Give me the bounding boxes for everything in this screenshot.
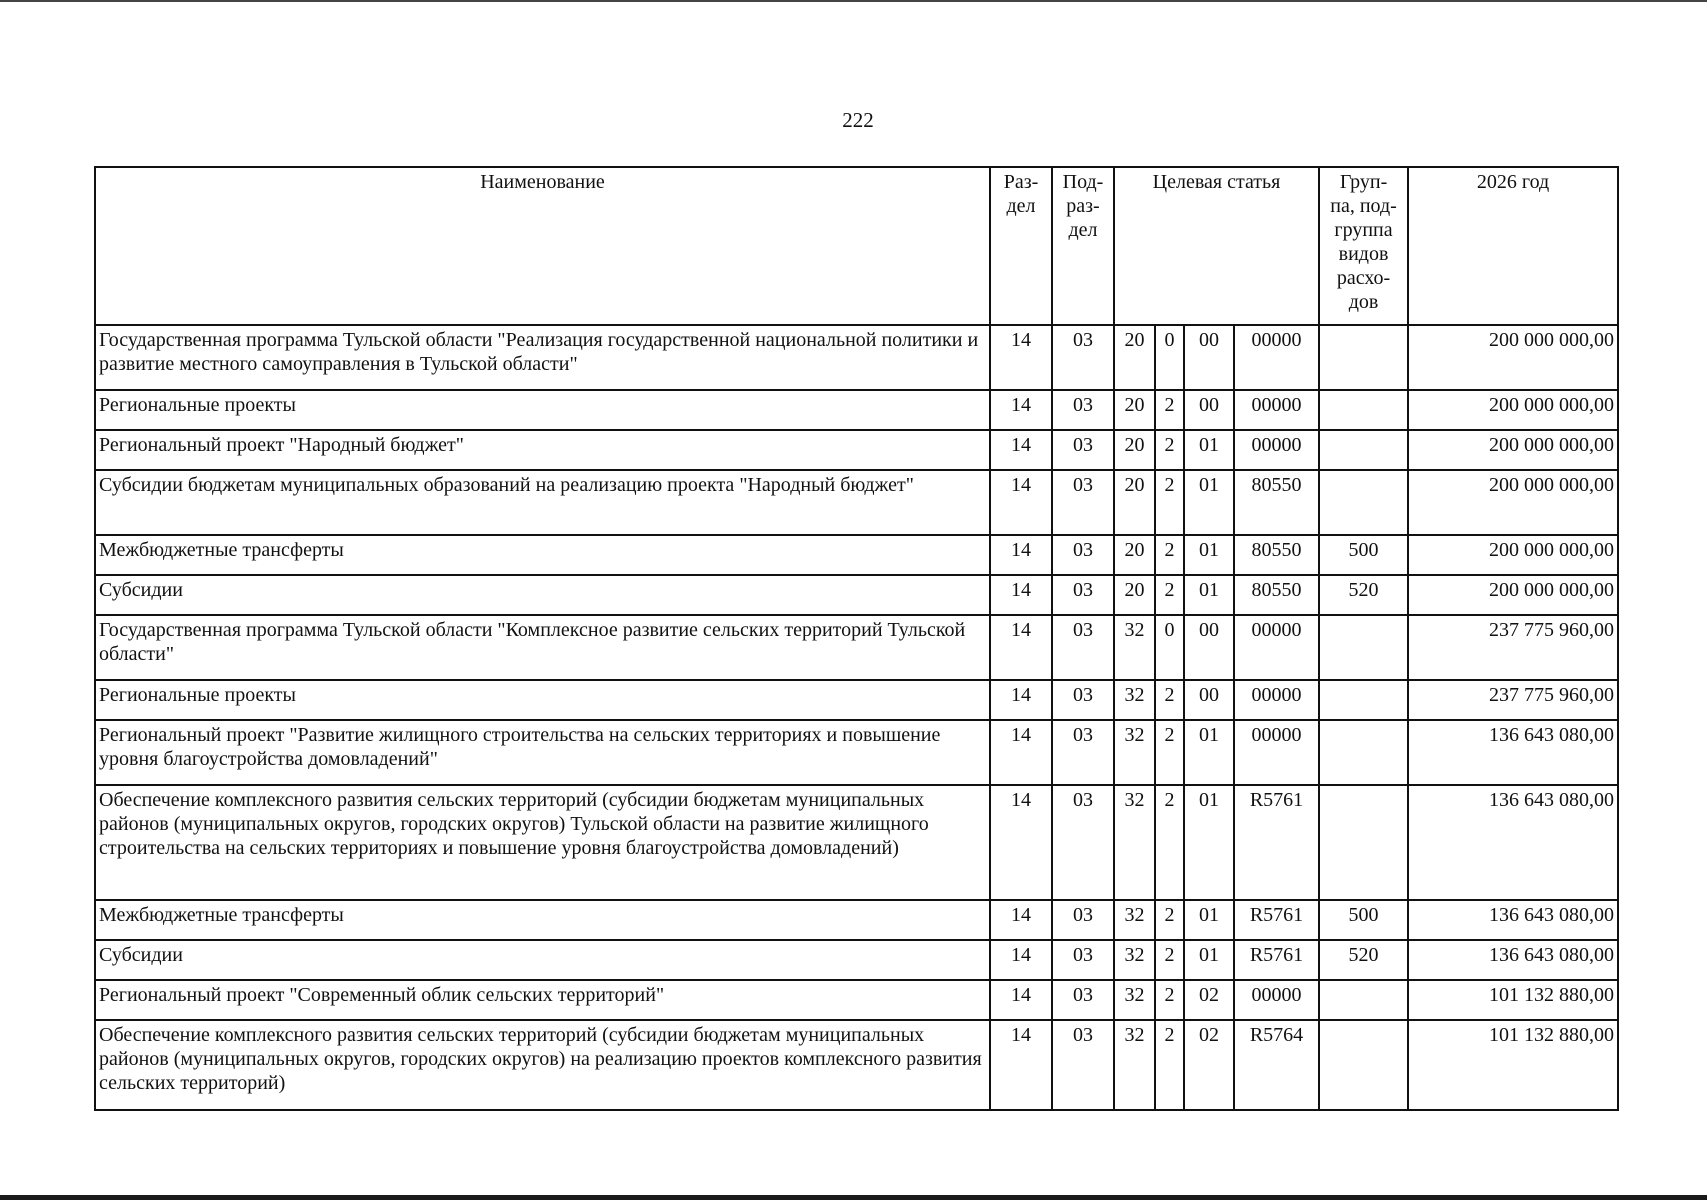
row-name: Межбюджетные трансферты xyxy=(95,900,990,940)
header-expense-group xyxy=(1319,167,1408,325)
row-direction: 00000 xyxy=(1234,980,1319,1020)
row-amount: 136 643 080,00 xyxy=(1408,720,1618,785)
row-expense-group xyxy=(1319,470,1408,535)
row-amount: 237 775 960,00 xyxy=(1408,680,1618,720)
row-direction: 80550 xyxy=(1234,470,1319,535)
row-direction: R5761 xyxy=(1234,900,1319,940)
row-expense-group xyxy=(1319,680,1408,720)
row-event: 01 xyxy=(1184,535,1234,575)
row-amount: 136 643 080,00 xyxy=(1408,940,1618,980)
row-name: Региональные проекты xyxy=(95,390,990,430)
row-expense-group xyxy=(1319,430,1408,470)
row-direction: R5761 xyxy=(1234,785,1319,900)
row-program: 32 xyxy=(1114,720,1155,785)
row-subsection: 03 xyxy=(1052,1020,1114,1110)
header-expense-group-line: Груп- xyxy=(1339,171,1388,193)
row-type: 2 xyxy=(1155,535,1184,575)
scan-edge-top xyxy=(0,0,1707,2)
row-event: 02 xyxy=(1184,980,1234,1020)
row-amount: 136 643 080,00 xyxy=(1408,785,1618,900)
row-program: 20 xyxy=(1114,430,1155,470)
row-expense-group: 520 xyxy=(1319,940,1408,980)
table-row xyxy=(95,680,1618,720)
table-row xyxy=(95,785,1618,900)
row-program: 32 xyxy=(1114,940,1155,980)
row-program: 20 xyxy=(1114,390,1155,430)
row-section: 14 xyxy=(990,720,1052,785)
table-row xyxy=(95,470,1618,535)
row-direction: 00000 xyxy=(1234,325,1319,390)
header-expense-group-line: па, под- xyxy=(1330,195,1397,217)
row-subsection: 03 xyxy=(1052,785,1114,900)
scan-edge-bottom xyxy=(0,1195,1707,1200)
row-subsection: 03 xyxy=(1052,940,1114,980)
row-type: 2 xyxy=(1155,940,1184,980)
row-subsection: 03 xyxy=(1052,680,1114,720)
row-amount: 136 643 080,00 xyxy=(1408,900,1618,940)
row-program: 32 xyxy=(1114,900,1155,940)
row-type: 2 xyxy=(1155,680,1184,720)
table-row xyxy=(95,615,1618,680)
row-expense-group xyxy=(1319,980,1408,1020)
table-header xyxy=(95,167,1618,325)
row-section: 14 xyxy=(990,785,1052,900)
row-section: 14 xyxy=(990,680,1052,720)
table-row xyxy=(95,720,1618,785)
row-subsection: 03 xyxy=(1052,575,1114,615)
row-amount: 200 000 000,00 xyxy=(1408,575,1618,615)
row-event: 00 xyxy=(1184,390,1234,430)
header-subsection-line: Под- xyxy=(1062,171,1104,193)
row-expense-group xyxy=(1319,390,1408,430)
row-event: 01 xyxy=(1184,785,1234,900)
row-expense-group xyxy=(1319,325,1408,390)
row-name: Субсидии xyxy=(95,575,990,615)
row-program: 32 xyxy=(1114,615,1155,680)
header-year: 2026 год xyxy=(1408,167,1618,325)
row-event: 00 xyxy=(1184,680,1234,720)
row-type: 0 xyxy=(1155,325,1184,390)
row-direction: 00000 xyxy=(1234,430,1319,470)
header-expense-group-line: видов xyxy=(1338,243,1389,265)
row-name: Обеспечение комплексного развития сельских территорий (субсидии бюджетам муниципальных районов (муниципальных округов, городских округов) Тульской области на развитие жилищного строительства на сельских территориях и повышение уровня благоустройства домовладений) xyxy=(95,785,990,900)
row-section: 14 xyxy=(990,615,1052,680)
row-event: 01 xyxy=(1184,430,1234,470)
table-row xyxy=(95,325,1618,390)
row-name: Региональный проект "Народный бюджет" xyxy=(95,430,990,470)
row-name: Региональные проекты xyxy=(95,680,990,720)
row-expense-group xyxy=(1319,1020,1408,1110)
row-name: Межбюджетные трансферты xyxy=(95,535,990,575)
row-expense-group: 500 xyxy=(1319,900,1408,940)
row-type: 2 xyxy=(1155,1020,1184,1110)
row-type: 2 xyxy=(1155,575,1184,615)
header-section-line: Раз- xyxy=(1003,171,1039,193)
row-name: Субсидии бюджетам муниципальных образований на реализацию проекта "Народный бюджет" xyxy=(95,470,990,535)
table-row xyxy=(95,900,1618,940)
row-section: 14 xyxy=(990,430,1052,470)
row-event: 01 xyxy=(1184,470,1234,535)
row-amount: 101 132 880,00 xyxy=(1408,1020,1618,1110)
row-type: 2 xyxy=(1155,980,1184,1020)
row-event: 01 xyxy=(1184,720,1234,785)
header-expense-group-line: дов xyxy=(1348,291,1379,313)
row-program: 32 xyxy=(1114,680,1155,720)
row-name: Субсидии xyxy=(95,940,990,980)
row-type: 2 xyxy=(1155,720,1184,785)
row-event: 01 xyxy=(1184,900,1234,940)
row-subsection: 03 xyxy=(1052,720,1114,785)
row-direction: 00000 xyxy=(1234,720,1319,785)
row-expense-group xyxy=(1319,615,1408,680)
row-section: 14 xyxy=(990,1020,1052,1110)
row-amount: 200 000 000,00 xyxy=(1408,430,1618,470)
table-row xyxy=(95,430,1618,470)
row-type: 2 xyxy=(1155,430,1184,470)
row-amount: 237 775 960,00 xyxy=(1408,615,1618,680)
table-row xyxy=(95,1020,1618,1110)
row-amount: 200 000 000,00 xyxy=(1408,535,1618,575)
header-target-article: Целевая статья xyxy=(1114,167,1319,325)
row-expense-group xyxy=(1319,785,1408,900)
row-section: 14 xyxy=(990,470,1052,535)
row-type: 2 xyxy=(1155,900,1184,940)
table-row xyxy=(95,535,1618,575)
row-name: Государственная программа Тульской области "Комплексное развитие сельских территорий Тульской области" xyxy=(95,615,990,680)
row-subsection: 03 xyxy=(1052,980,1114,1020)
row-section: 14 xyxy=(990,390,1052,430)
row-amount: 200 000 000,00 xyxy=(1408,470,1618,535)
row-subsection: 03 xyxy=(1052,470,1114,535)
budget-table xyxy=(94,166,1619,1111)
row-type: 2 xyxy=(1155,785,1184,900)
row-section: 14 xyxy=(990,940,1052,980)
row-subsection: 03 xyxy=(1052,325,1114,390)
row-program: 32 xyxy=(1114,980,1155,1020)
row-expense-group xyxy=(1319,720,1408,785)
page-number: 222 xyxy=(842,108,874,132)
table-row xyxy=(95,940,1618,980)
row-program: 20 xyxy=(1114,470,1155,535)
row-section: 14 xyxy=(990,980,1052,1020)
row-subsection: 03 xyxy=(1052,535,1114,575)
row-event: 01 xyxy=(1184,940,1234,980)
row-program: 32 xyxy=(1114,785,1155,900)
row-event: 00 xyxy=(1184,325,1234,390)
row-section: 14 xyxy=(990,575,1052,615)
row-type: 2 xyxy=(1155,390,1184,430)
row-expense-group: 500 xyxy=(1319,535,1408,575)
row-name: Обеспечение комплексного развития сельских территорий (субсидии бюджетам муниципальных районов (муниципальных округов, городских округов) на реализацию проектов комплексного развития сельских территорий) xyxy=(95,1020,990,1110)
table-row xyxy=(95,390,1618,430)
row-program: 20 xyxy=(1114,325,1155,390)
table-row xyxy=(95,980,1618,1020)
header-subsection xyxy=(1052,167,1114,325)
row-program: 32 xyxy=(1114,1020,1155,1110)
row-amount: 200 000 000,00 xyxy=(1408,390,1618,430)
row-program: 20 xyxy=(1114,575,1155,615)
header-name: Наименование xyxy=(95,167,990,325)
row-direction: 80550 xyxy=(1234,575,1319,615)
row-program: 20 xyxy=(1114,535,1155,575)
row-event: 02 xyxy=(1184,1020,1234,1110)
row-direction: R5764 xyxy=(1234,1020,1319,1110)
row-name: Региональный проект "Развитие жилищного строительства на сельских территориях и повышение уровня благоустройства домовладений" xyxy=(95,720,990,785)
row-direction: 80550 xyxy=(1234,535,1319,575)
row-name: Региональный проект "Современный облик сельских территорий" xyxy=(95,980,990,1020)
header-expense-group-line: группа xyxy=(1334,219,1393,241)
row-section: 14 xyxy=(990,900,1052,940)
header-expense-group-line: расхо- xyxy=(1336,267,1391,289)
row-type: 0 xyxy=(1155,615,1184,680)
row-amount: 101 132 880,00 xyxy=(1408,980,1618,1020)
table-row xyxy=(95,575,1618,615)
row-section: 14 xyxy=(990,535,1052,575)
row-subsection: 03 xyxy=(1052,615,1114,680)
row-subsection: 03 xyxy=(1052,900,1114,940)
row-direction: R5761 xyxy=(1234,940,1319,980)
row-amount: 200 000 000,00 xyxy=(1408,325,1618,390)
header-section-line: дел xyxy=(1006,195,1036,217)
row-direction: 00000 xyxy=(1234,615,1319,680)
row-section: 14 xyxy=(990,325,1052,390)
header-section xyxy=(990,167,1052,325)
row-subsection: 03 xyxy=(1052,390,1114,430)
header-subsection-line: раз- xyxy=(1066,195,1100,217)
row-direction: 00000 xyxy=(1234,680,1319,720)
header-subsection-line: дел xyxy=(1068,219,1098,241)
row-name: Государственная программа Тульской области "Реализация государственной национальной политики и развитие местного самоуправления в Тульской области" xyxy=(95,325,990,390)
row-event: 00 xyxy=(1184,615,1234,680)
row-direction: 00000 xyxy=(1234,390,1319,430)
row-type: 2 xyxy=(1155,470,1184,535)
row-event: 01 xyxy=(1184,575,1234,615)
row-expense-group: 520 xyxy=(1319,575,1408,615)
row-subsection: 03 xyxy=(1052,430,1114,470)
table-body xyxy=(95,325,1618,1110)
